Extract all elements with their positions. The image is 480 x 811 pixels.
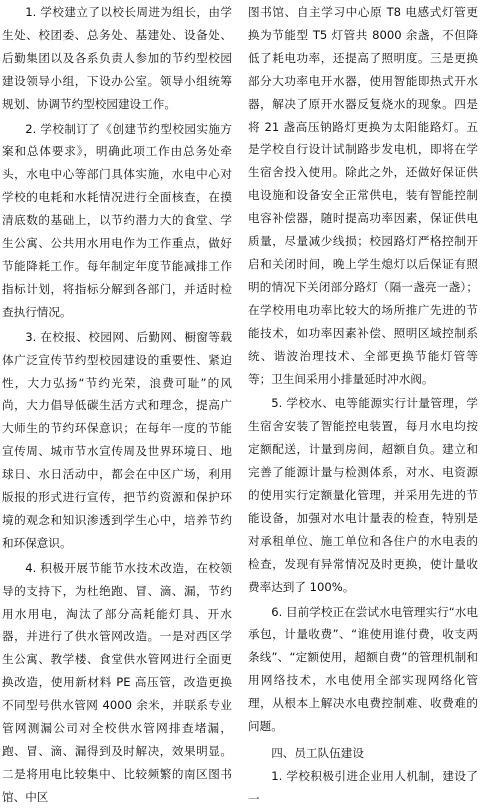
paragraph-4-continued: 图书馆、自主学习中心原 T8 电感式灯管更换为节能型 T5 灯管共 8000 余盏，不但降低了耗电功率，还提高了照明度。三是更换部分大功率电开水器，使用智能即热式开水器，解决了原开水器反复烧水的现象。四是将 21 盏高压钠路灯更换为太阳能路灯。五是学校自行设计试制路步发电机，即将在学生宿舍投入使用。除此之外，还做好保证供电设施和设备安全正常供电，装有智能控制电容补偿器，随时提高功率因素，保证供电质量，尽量减少线损；校园路灯严格控制开启和关闭时间，晚上学生熄灯以后保证有照明的情况下关闭部分路灯（隔一盏亮一盏）；在学校用电功率比较大的场所推广先进的节能技术，如功率因素补偿、照明区域控制系统、谐波治理技术、全部更换节能灯管等等；卫生间采用小排量延时冲水阀。 — [248, 5, 478, 386]
right-column — [248, 0, 480, 806]
paragraph-4: 4. 积极开展节能节水技术改造，在校领导的支持下，为杜绝跑、冒、滴、漏，节约用水用电，淘汰了部分高耗能灯具、开水器，并进行了供水管网改造。一是对西区学生公寓、教学楼、食堂供水管网进行全面更换改造，使用新材料 PE 高压管，改造更换不同型号供水管网 4000 余米，并联系专业管网测漏公司对全校供水管网排查堵漏，跑、冒、滴、漏得到及时解决，效果明显。二是将用电比较集中、比较频繁的南区图书馆、中区 — [2, 560, 232, 804]
section-heading-staff: 四、员工队伍建设 — [271, 746, 364, 760]
paragraph-1: 1. 学校建立了以校长周进为组长，由学生处、校团委、总务处、基建处、设备处、后勤集团以及各系负责人参加的节约型校园建设领导小组，下设办公室。领导小组统筹规划、协调节约型校园建设工作。 — [2, 5, 232, 111]
paragraph-3: 3. 在校报、校园网、后勤网、橱窗等载体广泛宣传节约型校园建设的重要性、紧迫性，大力弘扬“节约光荣，浪费可耻”的风尚，大力倡导低碳生活方式和理念，提高广大师生的节约环保意识；在每年一度的节能宣传周、城市节水宣传周及世界环境日、地球日、水日活动中，都会在中区广场，利用版报的形式进行宣传，把节约资源和保护环境的观念和知识渗透到学生心中，培养节约和环保意识。 — [2, 329, 232, 550]
paragraph-5: 5. 学校水、电等能源实行计量管理，学生宿舍安装了智能控电装置，每月水电均按定额配送，计量到房间，超额自负。建立和完善了能源计量与检测体系，对水、电资源的使用实行定额量化管理，并采用先进的节能设备，加强对水电计量表的检查，特别是对承租单位、施工单位和各住户的水电表的检查，发现有异常情况及时更换，使计量收费率达到了 100%。 — [248, 396, 478, 594]
paragraph-6: 6. 目前学校正在尝试水电管理实行“水电承包，计量收费”、“谁使用谁付费，收支两条线”、“定额使用，超额自费”的管理机制和用网络技术，水电使用全部实现网络化管理，从根本上解决水电费控制难、收费难的问题。 — [248, 604, 478, 734]
left-column — [0, 0, 232, 804]
paragraph-2: 2. 学校制订了《创建节约型校园实施方案和总体要求》，明确此项工作由总务处牵头，水电中心等部门具体实施，水电中心对学校的电耗和水耗情况进行全面核查，在摸清底数的基础上，以节约潜力大的食堂、学生公寓、公共用水用电作为工作重点，做好节能降耗工作。每年制定年度节能减排工作指标计划，将指标分解到各部门，并适时检查执行情况。 — [2, 121, 232, 319]
paragraph-staff-1: 1. 学校积极引进企业用人机制，建设了一 — [248, 768, 478, 806]
